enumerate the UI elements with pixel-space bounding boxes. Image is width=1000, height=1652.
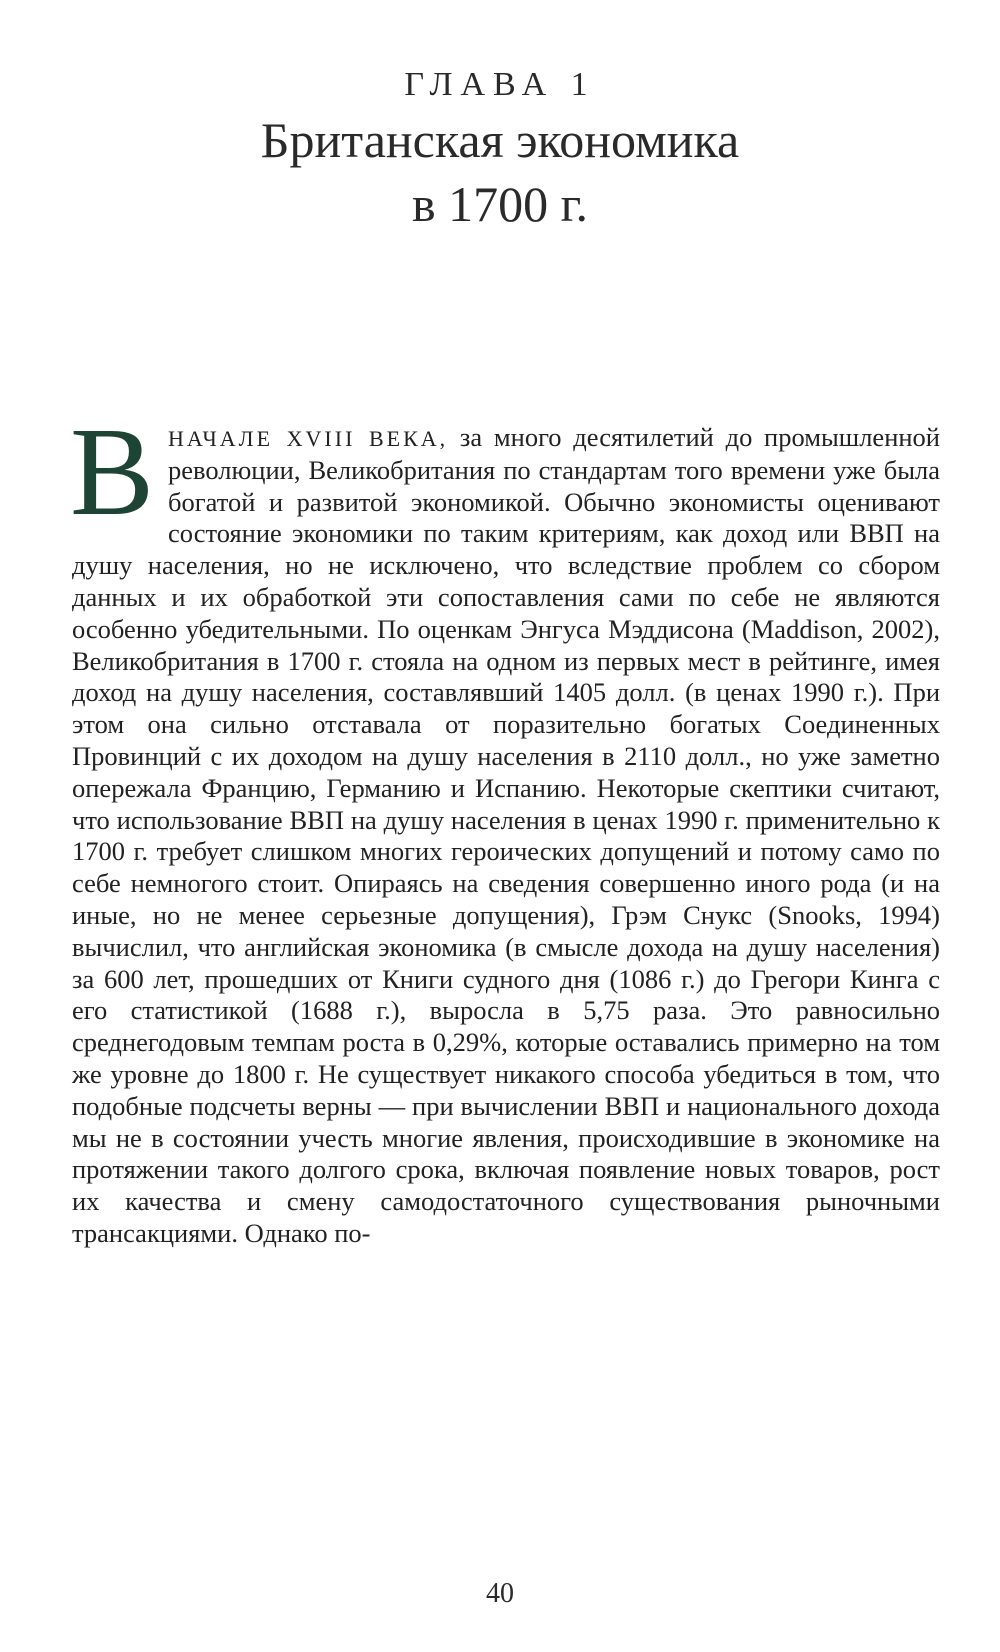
drop-cap: В: [70, 403, 155, 542]
chapter-title: [0, 108, 1000, 236]
lead-in-smallcaps: НАЧАЛЕ XVIII ВЕКА,: [168, 426, 449, 451]
chapter-label: ГЛАВА 1: [404, 66, 596, 103]
chapter-title-line-2: в 1700 г.: [412, 176, 588, 232]
body-paragraph: [70, 403, 940, 1250]
chapter-title-line-1: Британская экономика: [260, 112, 740, 168]
paragraph-text: за много десятилетий до промышленной революции, Великобритания по стандартам того времени уже была богатой и развитой экономикой. Обычно экономисты оценивают состояние экономики по таким критериям, как доход или ВВП на душу населения, но не исключено, что вследствие проблем со сбором данных и их обработкой эти сопоставления сами по себе не являются особенно убедительными. По оценкам Энгуса Мэддисона (Maddison, 2002), Великобритания в 1700 г. стояла на одном из первых мест в рейтинге, имея доход на душу населения, составлявший 1405 долл. (в ценах 1990 г.). При этом она сильно отставала от поразительно богатых Соединенных Провинций с их доходом на душу населения в 2110 долл., но уже заметно опережала Францию, Германию и Испанию. Некоторые скептики считают, что использование ВВП на душу населения в ценах 1990 г. применительно к 1700 г. требует слишком многих героических допущений и потому само по себе немногого стоит. Опираясь на сведения совершенно иного рода (и на иные, но не менее серьезные допущения), Грэм Снукс (Snooks, 1994) вычислил, что английская экономика (в смысле дохода на душу населения) за 600 лет, прошедших от Книги судного дня (1086 г.) до Грегори Кинга с его статистикой (1688 г.), выросла в 5,75 раза. Это равносильно среднегодовым темпам роста в 0,29%, которые оставались примерно на том же уровне до 1800 г. Не существует никакого способа убедиться в том, что подобные подсчеты верны — при вычислении ВВП и национального дохода мы не в состоянии учесть многие явления, происходившие в экономике на протяжении такого долгого срока, включая появление новых товаров, рост их качества и смену самодостаточного существования рыночными трансакциями. Однако по-: [72, 422, 940, 1248]
page-number: 40: [486, 1578, 514, 1609]
